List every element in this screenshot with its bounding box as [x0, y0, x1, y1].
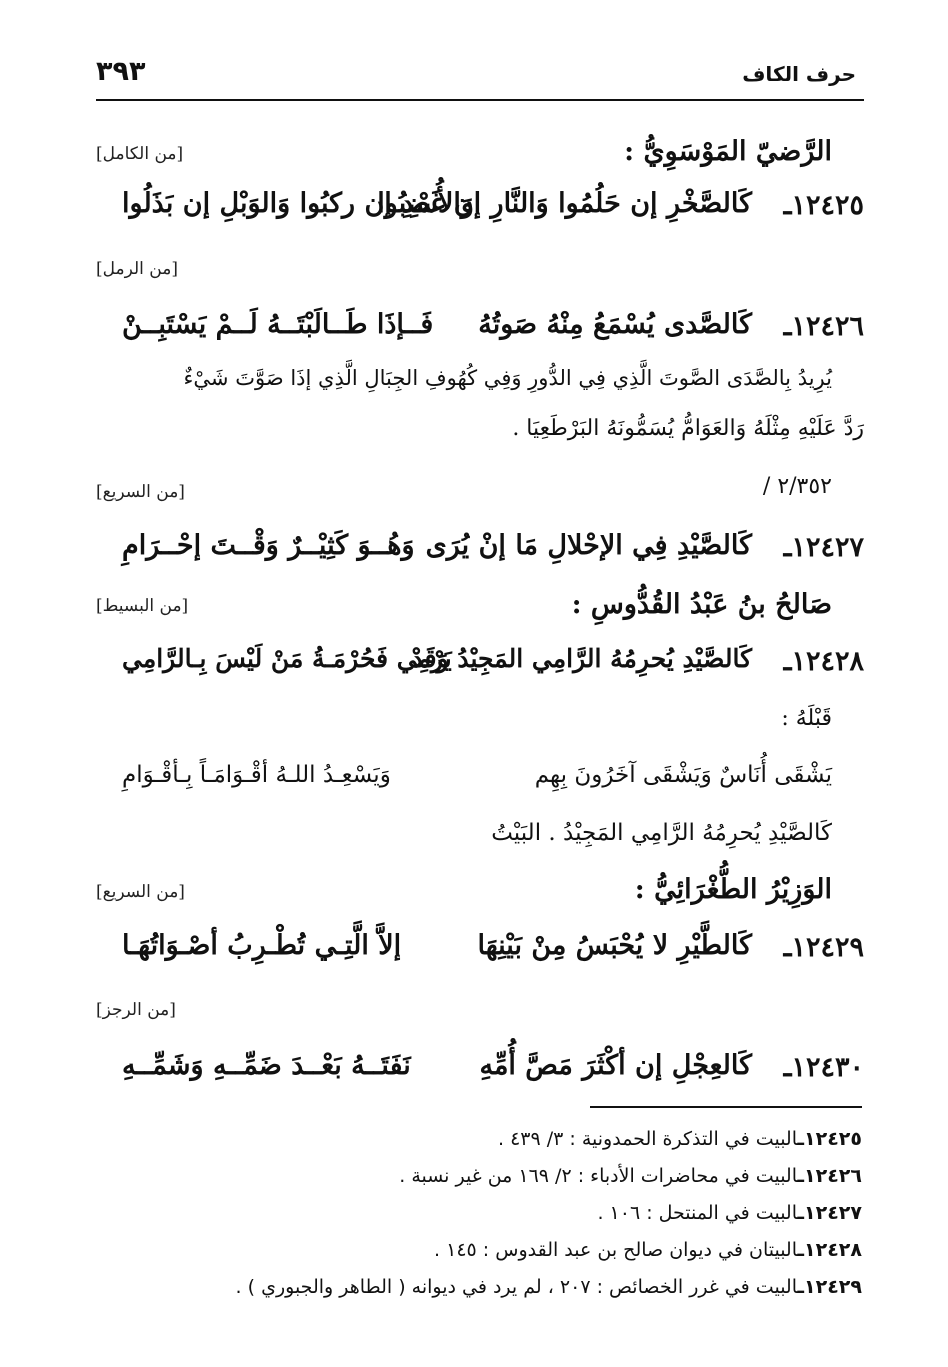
footnote-text: البيتان في ديوان صالح بن عبد القدوس : ١٤٥ .	[434, 1239, 798, 1261]
first-hemistich: كَالصَّدى يُسْمَعُ مِنْهُ صَوتُهُ	[478, 309, 752, 340]
header-rule	[96, 99, 864, 101]
first-hemistich: كَالعِجْلِ إن أكْثَرَ مَصَّ أُمِّهِ	[479, 1050, 752, 1081]
verse-number: ١٢٤٢٩ـ	[783, 932, 864, 963]
poet-name: صَالحُ بنُ عَبْدُ القُدُّوسِ :	[571, 589, 832, 620]
second-hemistich: وَهُــوَ كَثِيْــرٌ وَقْــتَ إحْــرَامِ	[122, 530, 415, 561]
second-hemistich: نَفَتَــهُ بَعْــدَ ضَمِّــهِ وَشَمِّــهِ	[122, 1050, 411, 1081]
first-hemistich: كَالصَّخْرِ إن حَلُمُوا وَالنَّارِ إن غَضِبُوا	[377, 188, 752, 219]
poet-name: الوَزِيْرُ الطُّغْرَائِيُّ :	[634, 874, 832, 905]
footnote	[597, 1202, 862, 1224]
footnote-text: البيت في محاضرات الأدباء : ٢/ ١٦٩ من غير نسبة .	[399, 1165, 798, 1187]
second-hemistich: فَــإذَا طَــالَبْتَــهُ لَــمْ يَسْتَبِــنْ	[122, 309, 434, 340]
extra-line: كَالصَّيْدِ يُحرِمُهُ الرَّامِي المَجِيْدُ . البَيْتُ	[491, 820, 832, 846]
commentary-line: رَدَّ عَلَيْهِ مِثْلَهُ وَالعَوَامُّ يُسَمُّونَهُ البَرْطَعِيَا .	[512, 416, 864, 441]
commentary-line: يُرِيدُ بِالصَّدَى الصَّوتَ الَّذِي فِي الدُّورِ وَفِي كُهُوفِ الجِبَالِ الَّذِي إذَا صَوَّتَ شَيْءٌ	[183, 366, 832, 390]
second-hemistich: إلاَّ الَّتِـي تُطْـرِبُ أصْـوَاتُهَـا	[122, 930, 402, 961]
footnote-number: ١٢٤٢٩ـ	[797, 1276, 862, 1298]
second-hemistich: وَالأُسْدِ إن ركبُوا وَالوَبْلِ إن بَذَلُوا	[122, 188, 474, 219]
verse-number: ١٢٤٢٦ـ	[783, 311, 864, 342]
first-hemistich: كَالصَّيْدِ يُحرِمُهُ الرَّامِي المَجِيْدُ وَقَدْ	[411, 644, 752, 673]
first-hemistich: كَالصَّيْدِ فِي الإحْلالِ مَا إنْ يُرَى	[425, 530, 752, 561]
verse-number: ١٢٤٣٠ـ	[783, 1052, 864, 1083]
verse-number: ١٢٤٢٧ـ	[783, 532, 864, 563]
page-number: ٣٩٣	[96, 56, 146, 87]
volume-reference: / ٢/٣٥٢	[762, 474, 832, 499]
extra-hemistich: وَيَسْعِـدُ اللـهُ أقْـوَامَـاً بِـأقْـوَامِ	[122, 762, 391, 788]
meter-label: [من البسيط]	[96, 596, 189, 616]
meter-label: [من السريع]	[96, 482, 185, 502]
footnote-number: ١٢٤٢٦ـ	[797, 1165, 862, 1187]
meter-label: [من الرمل]	[96, 259, 178, 279]
footnote	[498, 1128, 862, 1150]
footnote	[399, 1165, 862, 1187]
footnote-text: البيت في المنتحل : ١٠٦ .	[597, 1202, 798, 1224]
verse-number: ١٢٤٢٥ـ	[783, 190, 864, 221]
footnote	[434, 1239, 862, 1261]
verse-number: ١٢٤٢٨ـ	[783, 646, 864, 677]
footnote-number: ١٢٤٢٥ـ	[797, 1128, 862, 1150]
meter-label: [من الرجز]	[96, 1000, 176, 1020]
poet-name: الرَّضيّ المَوْسَوِيُّ :	[624, 136, 832, 167]
meter-label: [من السريع]	[96, 882, 185, 902]
footnote	[236, 1276, 862, 1298]
chapter-title: حرف الكاف	[742, 62, 856, 86]
footnote-number: ١٢٤٢٧ـ	[797, 1202, 862, 1224]
footnote-number: ١٢٤٢٨ـ	[797, 1239, 862, 1261]
footnote-text: البيت في التذكرة الحمدونية : ٣/ ٤٣٩ .	[497, 1128, 798, 1150]
footnote-text: البيت في غرر الخصائص : ٢٠٧ ، لم يرد في ديوانه ( الطاهر والجبوري ) .	[235, 1276, 798, 1298]
footnote-rule	[590, 1106, 862, 1108]
second-hemistich: يَرْمِي فَحُرْمَـةُ مَنْ لَيْسَ بِـالرَّامِي	[122, 644, 452, 673]
preceding-verse-label: قَبْلَهُ :	[781, 706, 832, 731]
meter-label: [من الكامل]	[96, 144, 184, 164]
extra-hemistich: يَشْقَى أُنَاسٌ وَيَشْقَى آخَرُونَ بِهِم	[534, 762, 832, 788]
first-hemistich: كَالطَّيْرِ لا يُحْبَسُ مِنْ بَيْنِهَا	[477, 930, 752, 961]
